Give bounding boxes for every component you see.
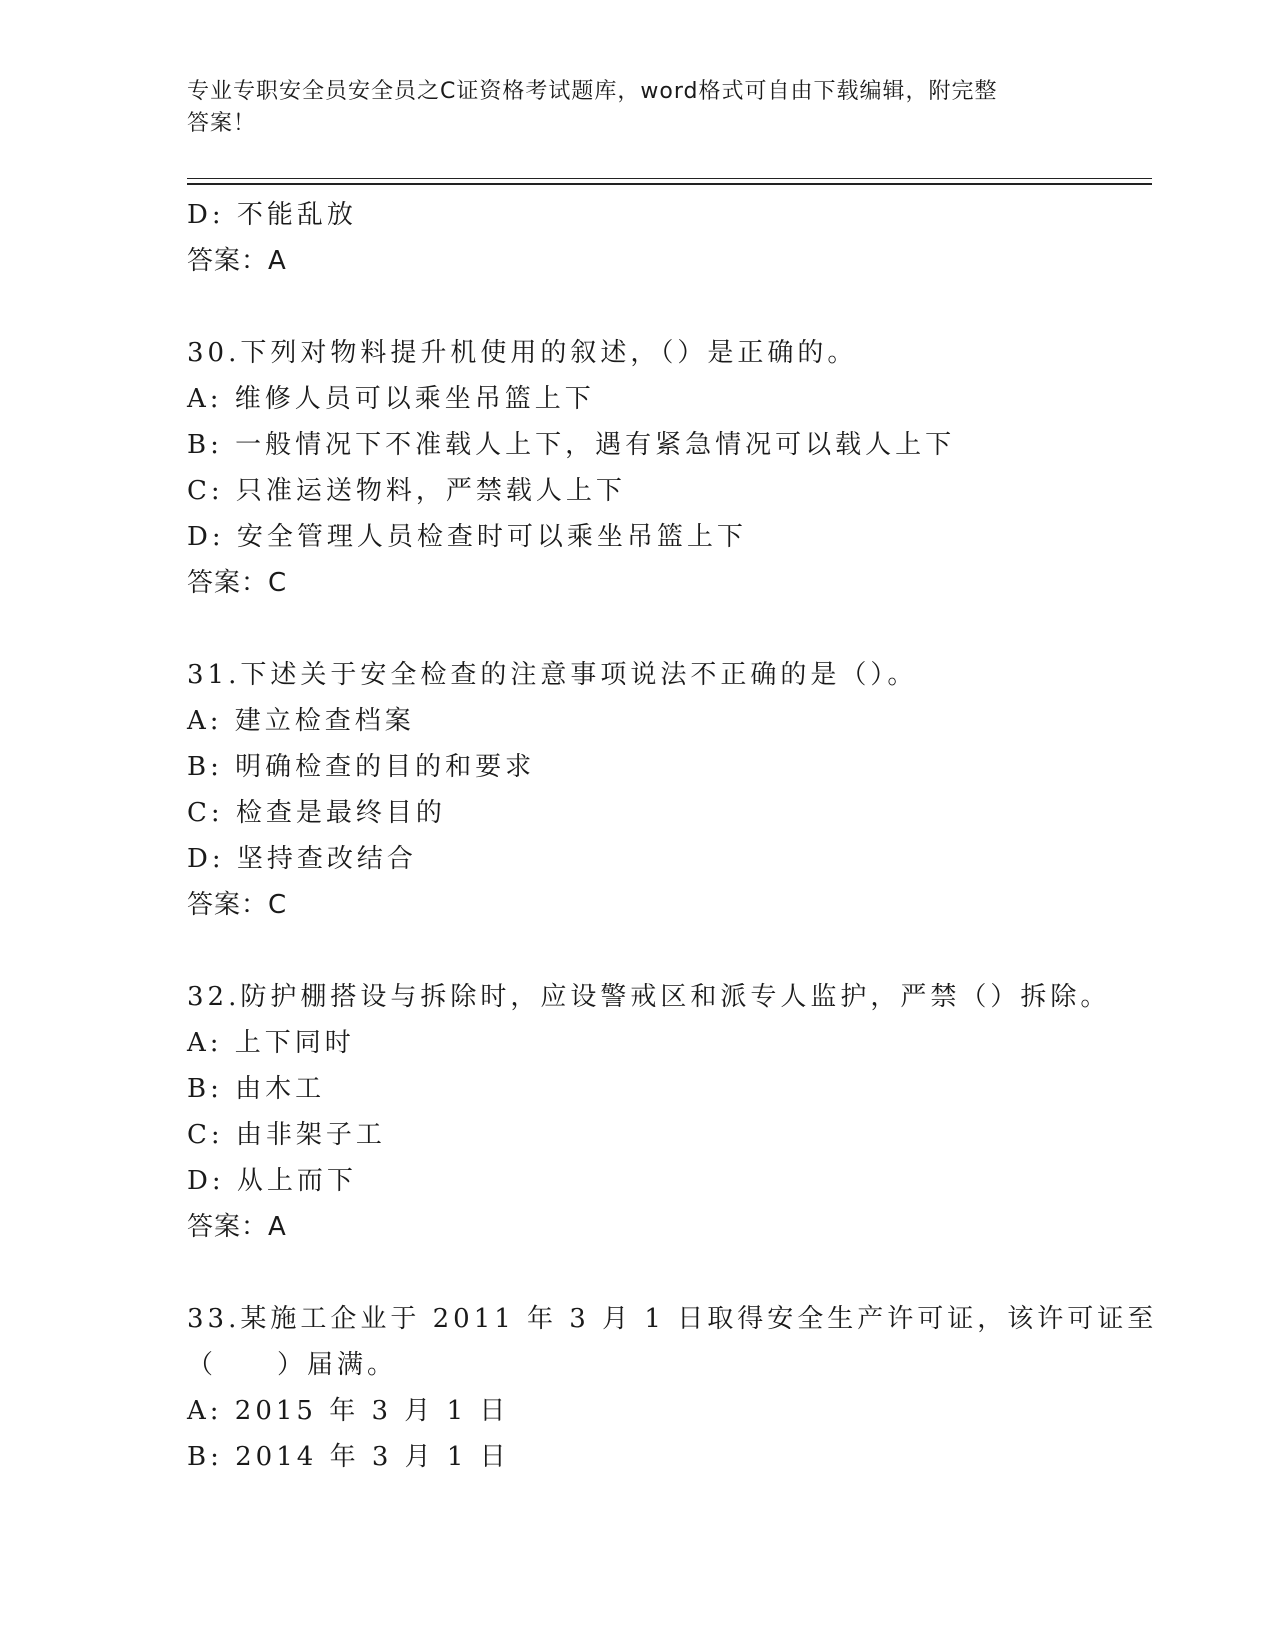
question-32 <box>187 974 1147 1250</box>
question-stem: 30.下列对物料提升机使用的叙述，（）是正确的。 <box>187 338 858 368</box>
header-line-1: 专业专职安全员安全员之C证资格考试题库，word格式可自由下载编辑，附完整 <box>187 79 998 104</box>
option-a: A: 建立检查档案 <box>187 706 415 736</box>
question-list <box>187 192 1158 1480</box>
header-line-2: 答案！ <box>187 111 257 136</box>
option-d: D: 不能乱放 <box>187 200 357 230</box>
option-d: D: 从上而下 <box>187 1166 357 1196</box>
option-d: D: 坚持查改结合 <box>187 844 417 874</box>
question-30 <box>187 330 1147 606</box>
spacer <box>187 928 1147 974</box>
option-b: B: 明确检查的目的和要求 <box>187 752 536 782</box>
question-stem-line-2: （ ）届满。 <box>187 1350 398 1380</box>
spacer <box>187 1250 1147 1296</box>
spacer <box>187 284 1147 330</box>
answer: 答案：C <box>187 890 288 920</box>
header-divider-thin <box>187 178 1152 179</box>
option-c: C: 由非架子工 <box>187 1120 386 1150</box>
page-header <box>187 76 1067 140</box>
spacer <box>187 606 1147 652</box>
option-a: A: 2015 年 3 月 1 日 <box>187 1396 510 1426</box>
answer: 答案：C <box>187 568 288 598</box>
answer: 答案：A <box>187 1212 287 1242</box>
question-stem: 31.下述关于安全检查的注意事项说法不正确的是（）。 <box>187 660 918 690</box>
option-b: B: 由木工 <box>187 1074 326 1104</box>
option-c: C: 检查是最终目的 <box>187 798 446 828</box>
question-stem-line-1: 33.某施工企业于 2011 年 3 月 1 日取得安全生产许可证，该许可证至 <box>187 1304 1158 1334</box>
header-divider-thick <box>187 183 1152 185</box>
answer: 答案：A <box>187 246 287 276</box>
option-b: B: 一般情况下不准载人上下，遇有紧急情况可以载人上下 <box>187 430 956 460</box>
question-33 <box>187 1296 1158 1480</box>
option-d: D: 安全管理人员检查时可以乘坐吊篮上下 <box>187 522 747 552</box>
question-stem: 32.防护棚搭设与拆除时，应设警戒区和派专人监护，严禁（）拆除。 <box>187 982 1111 1012</box>
option-a: A: 维修人员可以乘坐吊篮上下 <box>187 384 595 414</box>
option-a: A: 上下同时 <box>187 1028 355 1058</box>
option-c: C: 只准运送物料，严禁载人上下 <box>187 476 626 506</box>
question-31 <box>187 652 1147 928</box>
option-b: B: 2014 年 3 月 1 日 <box>187 1442 510 1472</box>
